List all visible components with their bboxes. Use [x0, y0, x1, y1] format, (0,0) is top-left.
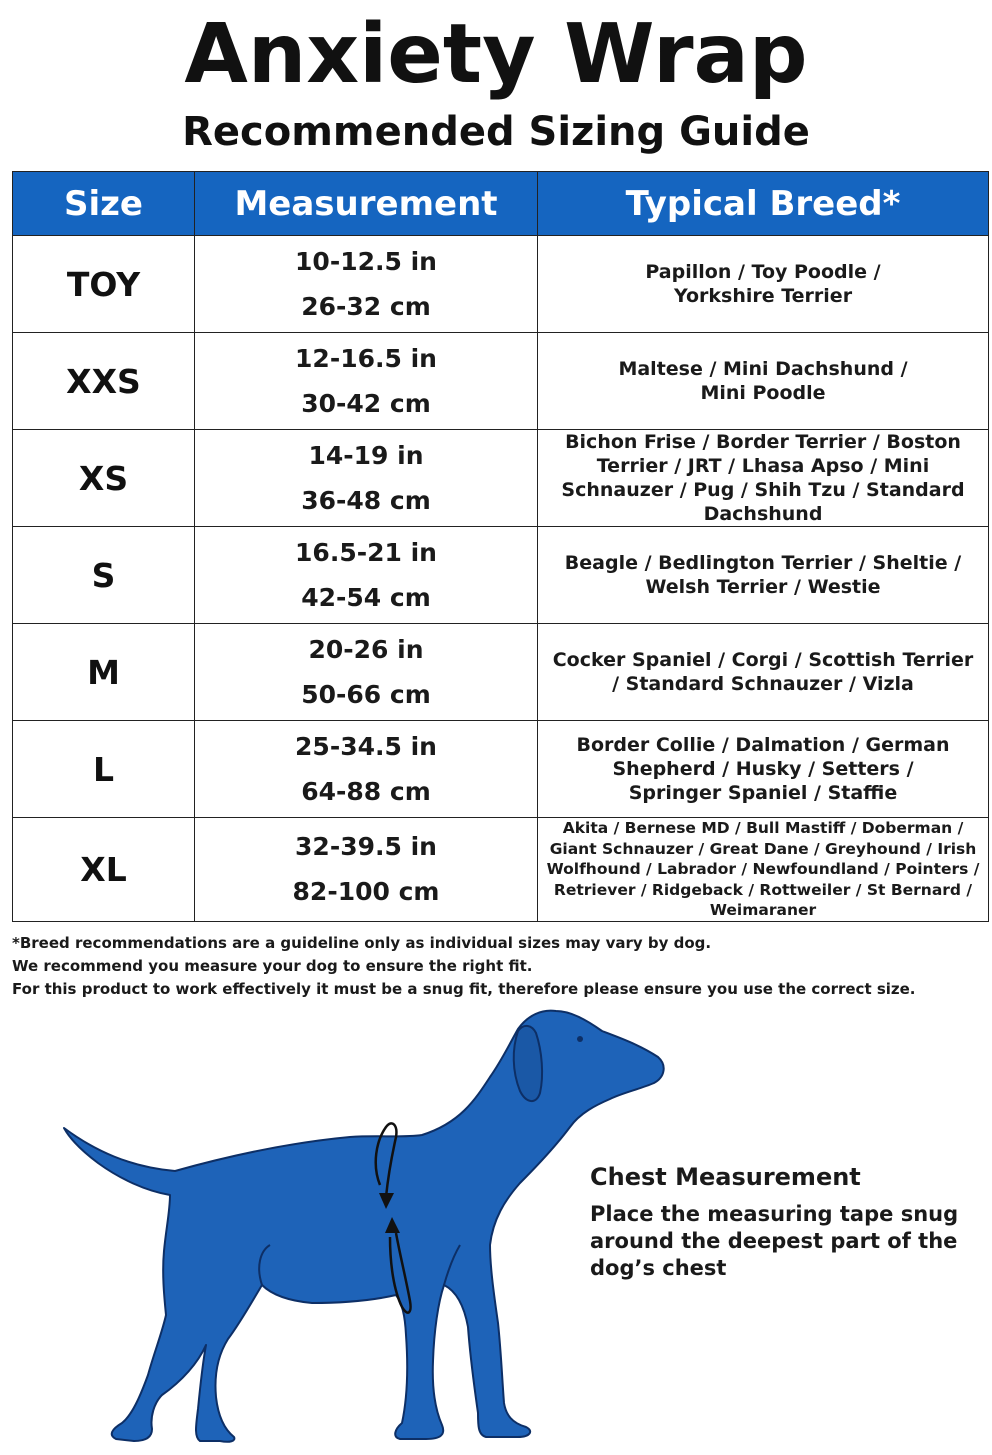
- breed-cell: [538, 527, 989, 624]
- footnote-line: For this product to work effectively it must be a snug fit, therefore please ensure you use the correct size.: [12, 980, 916, 998]
- footnote-line: *Breed recommendations are a guideline only as individual sizes may vary by dog.: [12, 934, 712, 952]
- footnotes: [12, 932, 972, 1001]
- measurement-cell: [195, 430, 538, 527]
- breed-text: Maltese / Mini Dachshund / Mini Poodle: [618, 358, 908, 404]
- breed-text: Border Collie / Dalmation / German Shepherd / Husky / Setters / Springer Spaniel / Staffie: [576, 734, 950, 804]
- breed-text: Akita / Bernese MD / Bull Mastiff / Doberman / Giant Schnauzer / Great Dane / Greyhound / Irish Wolfhound / Labrador / Newfoundland / Pointers / Retriever / Ridgeback / Rottweiler / St Bernard / Weimaraner: [546, 819, 980, 919]
- measurement-inches: 25-34.5 in: [295, 732, 437, 761]
- measurement-cell: [195, 236, 538, 333]
- measurement-cm: 36-48 cm: [301, 486, 431, 515]
- breed-cell: [538, 333, 989, 430]
- dog-eye: [577, 1036, 583, 1042]
- breed-cell: [538, 430, 989, 527]
- dog-body-shape: [64, 1011, 664, 1442]
- table-row: [13, 236, 989, 333]
- header-typical-breed: Typical Breed*: [538, 172, 989, 236]
- breed-text: Cocker Spaniel / Corgi / Scottish Terrier / Standard Schnauzer / Vizla: [552, 649, 974, 695]
- header-measurement: Measurement: [195, 172, 538, 236]
- size-cell: L: [13, 721, 195, 818]
- size-cell: M: [13, 624, 195, 721]
- measurement-inches: 20-26 in: [308, 635, 424, 664]
- table-row: [13, 721, 989, 818]
- size-cell: XXS: [13, 333, 195, 430]
- breed-cell: [538, 236, 989, 333]
- table-row: [13, 624, 989, 721]
- measurement-inches: 14-19 in: [308, 441, 424, 470]
- page-title: Anxiety Wrap: [184, 6, 808, 102]
- measurement-cm: 64-88 cm: [301, 777, 431, 806]
- measurement-cell: [195, 527, 538, 624]
- chest-measurement-text: Place the measuring tape snug around the deepest part of the dog’s chest: [590, 1202, 959, 1280]
- breed-cell: [538, 721, 989, 818]
- measurement-inches: 12-16.5 in: [295, 344, 437, 373]
- measurement-cell: [195, 624, 538, 721]
- measurement-cell: [195, 333, 538, 430]
- measurement-cm: 30-42 cm: [301, 389, 431, 418]
- measurement-cm: 26-32 cm: [301, 292, 431, 321]
- size-cell: S: [13, 527, 195, 624]
- size-cell: TOY: [13, 236, 195, 333]
- breed-text: Beagle / Bedlington Terrier / Sheltie / Welsh Terrier / Westie: [564, 552, 962, 598]
- table-row: [13, 333, 989, 430]
- table-row: [13, 818, 989, 922]
- size-cell: XL: [13, 818, 195, 922]
- measurement-cell: [195, 818, 538, 922]
- measurement-inches: 32-39.5 in: [295, 832, 437, 862]
- size-cell: XS: [13, 430, 195, 527]
- sizing-table: [12, 171, 989, 922]
- breed-cell: [538, 624, 989, 721]
- page-subtitle: Recommended Sizing Guide: [182, 109, 810, 155]
- measurement-cm: 82-100 cm: [292, 877, 440, 907]
- header-size: Size: [13, 172, 195, 236]
- table-row: [13, 527, 989, 624]
- footnote-line: We recommend you measure your dog to ensure the right fit.: [12, 957, 533, 975]
- breed-text: Bichon Frise / Border Terrier / Boston Terrier / JRT / Lhasa Apso / Mini Schnauzer / Pug / Shih Tzu / Standard Dachshund: [561, 431, 965, 525]
- breed-cell: [538, 818, 989, 922]
- measurement-inches: 16.5-21 in: [295, 538, 437, 567]
- table-header-row: [13, 172, 989, 236]
- chest-measurement-title: Chest Measurement: [590, 1163, 861, 1191]
- measurement-inches: 10-12.5 in: [295, 247, 437, 276]
- measurement-cm: 42-54 cm: [301, 583, 431, 612]
- measurement-cm: 50-66 cm: [301, 680, 431, 709]
- measurement-cell: [195, 721, 538, 818]
- table-row: [13, 430, 989, 527]
- breed-text: Papillon / Toy Poodle / Yorkshire Terrier: [645, 261, 881, 307]
